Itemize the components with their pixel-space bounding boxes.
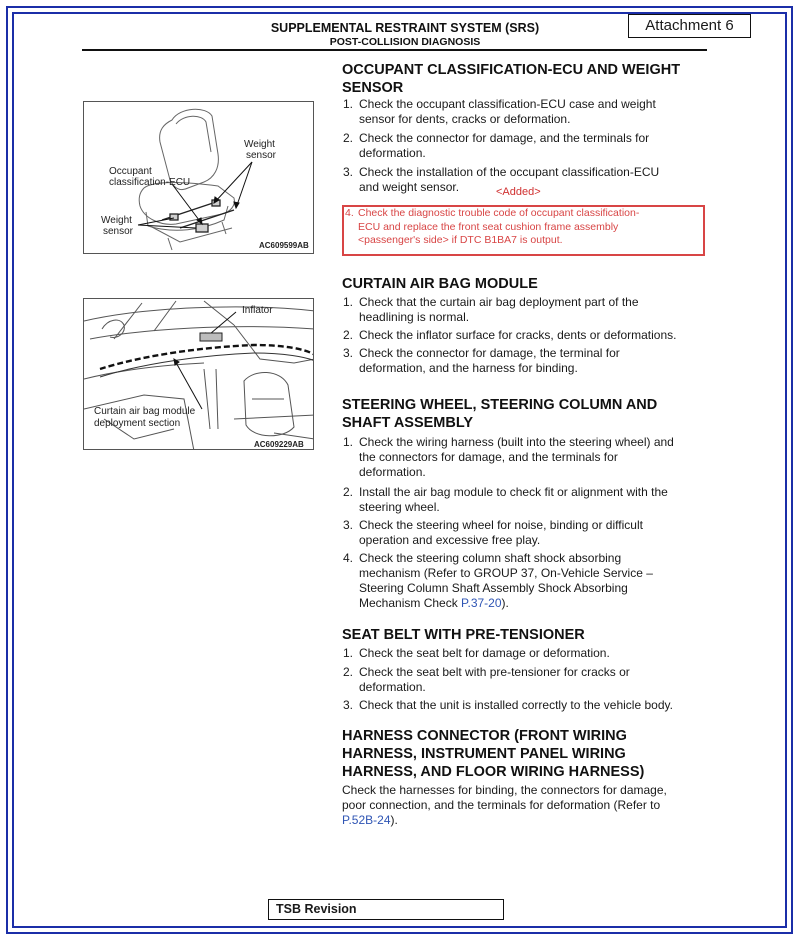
list-item: 2. Check the inflator surface for cracks, dents or deformations. xyxy=(343,328,677,342)
list-item: 4. Check the steering column shaft shock absorbing mechanism (Refer to GROUP 37, On-Vehicle Service – Steering Column Shaft Assembly Shock Absorbing Mechanism Check P.37-20). xyxy=(343,551,653,610)
list-item: 1. Check the wiring harness (built into the steering wheel) and the connectors for damage, and the terminals for deformation. xyxy=(343,435,674,479)
label-deployment-section: Curtain air bag module deployment section xyxy=(94,406,196,429)
list-item: 2. Install the air bag module to check fit or alignment with the steering wheel. xyxy=(343,485,668,514)
tsb-revision-box: TSB Revision xyxy=(268,899,504,920)
list-item: 3. Check the installation of the occupant classification-ECU and weight sensor. xyxy=(343,165,660,194)
added-list-item: 4. Check the diagnostic trouble code of occupant classification- ECU and replace the front seat cushion frame assembly <passenger's side> if DTC B1BA7 is output. xyxy=(345,207,640,246)
added-label: <Added> xyxy=(496,186,541,198)
link-p37-20[interactable]: P.37-20 xyxy=(461,596,502,610)
list-item: 1. Check the seat belt for damage or deformation. xyxy=(343,646,610,660)
label-weight-sensor-top: Weight sensor xyxy=(244,139,277,161)
header-rule xyxy=(82,49,707,51)
list-item: 1. Check that the curtain air bag deployment part of the headlining is normal. xyxy=(343,295,639,324)
list-item: 3. Check that the unit is installed correctly to the vehicle body. xyxy=(343,698,673,712)
section-title-curtain: CURTAIN AIR BAG MODULE xyxy=(342,276,538,292)
list-item: 1. Check the occupant classification-ECU case and weight sensor for dents, cracks or deformation. xyxy=(343,97,656,126)
section-title-harness: HARNESS CONNECTOR (FRONT WIRING HARNESS, INSTRUMENT PANEL WIRING HARNESS, AND FLOOR WIRING HARNESS) xyxy=(342,728,645,780)
figure-code-curtain: AC609229AB xyxy=(254,440,304,449)
list-item: 2. Check the connector for damage, and the terminals for deformation. xyxy=(343,131,650,160)
section-title-seatbelt: SEAT BELT WITH PRE-TENSIONER xyxy=(342,627,585,643)
label-occupant-ecu: Occupant classification-ECU xyxy=(109,166,191,188)
curtain-airbag-figure xyxy=(83,298,314,450)
attachment-label: Attachment 6 xyxy=(628,14,751,38)
section-title-occupant: OCCUPANT CLASSIFICATION-ECU AND WEIGHT SENSOR xyxy=(342,62,681,96)
link-p52b-24[interactable]: P.52B-24 xyxy=(342,813,391,827)
label-weight-sensor-bottom: Weight sensor xyxy=(101,215,134,237)
list-item: 3. Check the steering wheel for noise, binding or difficult operation and excessive free play. xyxy=(343,518,643,547)
figure-code-seat: AC609599AB xyxy=(259,241,309,250)
label-inflator: Inflator xyxy=(242,305,273,316)
section-title-steering: STEERING WHEEL, STEERING COLUMN AND SHAFT ASSEMBLY xyxy=(342,397,658,431)
list-item: 3. Check the connector for damage, the terminal for deformation, and the harness for binding. xyxy=(343,346,620,375)
list-item: 2. Check the seat belt with pre-tensioner for cracks or deformation. xyxy=(343,665,630,694)
harness-paragraph: Check the harnesses for binding, the connectors for damage, poor connection, and the terminals for deformation (Refer to P.52B-24). xyxy=(342,783,667,827)
page-title: SUPPLEMENTAL RESTRAINT SYSTEM (SRS) xyxy=(270,21,540,35)
page-subtitle: POST-COLLISION DIAGNOSIS xyxy=(329,36,481,48)
seat-sensor-figure xyxy=(83,101,314,254)
